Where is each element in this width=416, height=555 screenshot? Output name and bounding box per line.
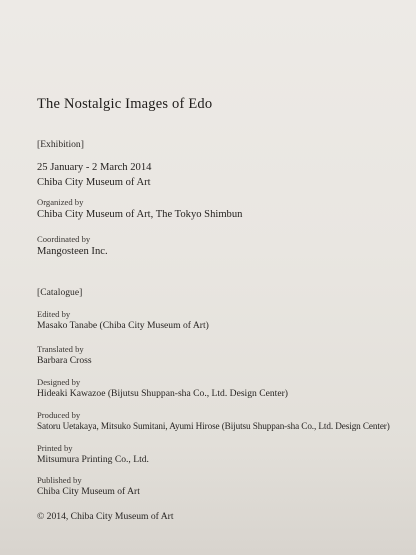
page-title: The Nostalgic Images of Edo <box>37 96 213 112</box>
exhibition-dates: 25 January - 2 March 2014 <box>37 162 152 173</box>
edited-value: Masako Tanabe (Chiba City Museum of Art) <box>37 320 209 331</box>
produced-value: Satoru Uetakaya, Mitsuko Sumitani, Ayumi Hirose (Bijutsu Shuppan-sha Co., Ltd. Design Center) <box>37 421 390 431</box>
copyright-line: © 2014, Chiba City Museum of Art <box>37 511 174 522</box>
edited-label: Edited by <box>37 309 71 319</box>
translated-value: Barbara Cross <box>37 355 92 366</box>
published-value: Chiba City Museum of Art <box>37 486 140 497</box>
published-label: Published by <box>37 475 82 485</box>
designed-label: Designed by <box>37 377 81 387</box>
designed-value: Hideaki Kawazoe (Bijutsu Shuppan-sha Co., Ltd. Design Center) <box>37 388 288 399</box>
exhibition-venue: Chiba City Museum of Art <box>37 177 151 188</box>
printed-value: Mitsumura Printing Co., Ltd. <box>37 454 149 465</box>
produced-label: Produced by <box>37 410 81 420</box>
catalogue-section-label: [Catalogue] <box>37 287 83 298</box>
translated-label: Translated by <box>37 344 84 354</box>
coordinated-value: Mangosteen Inc. <box>37 246 108 257</box>
exhibition-section-label: [Exhibition] <box>37 139 84 150</box>
printed-label: Printed by <box>37 443 73 453</box>
organized-value: Chiba City Museum of Art, The Tokyo Shimbun <box>37 209 243 220</box>
coordinated-label: Coordinated by <box>37 234 91 244</box>
organized-label: Organized by <box>37 197 84 207</box>
